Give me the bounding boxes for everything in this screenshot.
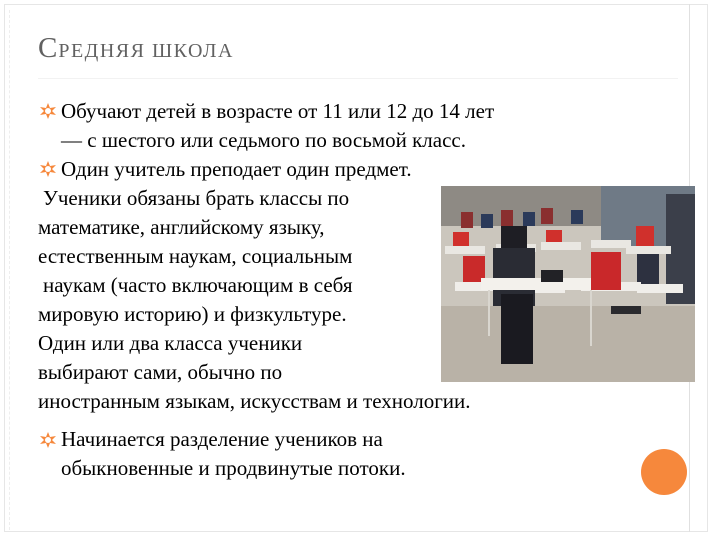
slide-title — [38, 32, 234, 65]
left-border-decoration — [9, 10, 10, 530]
decorative-circle — [641, 449, 687, 495]
paragraph-line-2: математике, английскому языку, — [38, 215, 325, 239]
bullet-3-line-1: Начинается разделение учеников на — [61, 427, 383, 451]
bullet-1-line-2: — с шестого или седьмого по восьмой класс. — [61, 128, 466, 152]
paragraph-line-1: Ученики обязаны брать классы по — [43, 186, 350, 210]
starburst-bullet-icon — [40, 161, 56, 177]
paragraph-line-4: наукам (часто включающим в себя — [43, 273, 353, 297]
title-first-letter: С — [38, 32, 59, 64]
bullet-1-line-1: Обучают детей в возрасте от 11 или 12 до 14 лет — [61, 99, 495, 123]
title-rest: РЕДНЯЯ ШКОЛА — [58, 40, 234, 62]
paragraph-line-5: мировую историю) и физкультуре. — [38, 302, 347, 326]
bullet-3-line-2: обыкновенные и продвинутые потоки. — [61, 456, 406, 480]
starburst-bullet-icon — [40, 432, 56, 448]
bullet-2-line-1: Один учитель преподает один предмет. — [61, 157, 412, 181]
paragraph-line-8: иностранным языкам, искусствам и технологии. — [38, 389, 471, 413]
title-divider — [38, 78, 678, 79]
paragraph-line-7: выбирают сами, обычно по — [38, 360, 283, 384]
paragraph-line-6: Один или два класса ученики — [38, 331, 303, 355]
classroom-photo — [441, 186, 695, 382]
starburst-bullet-icon — [40, 103, 56, 119]
paragraph-line-3: естественным наукам, социальным — [38, 244, 353, 268]
